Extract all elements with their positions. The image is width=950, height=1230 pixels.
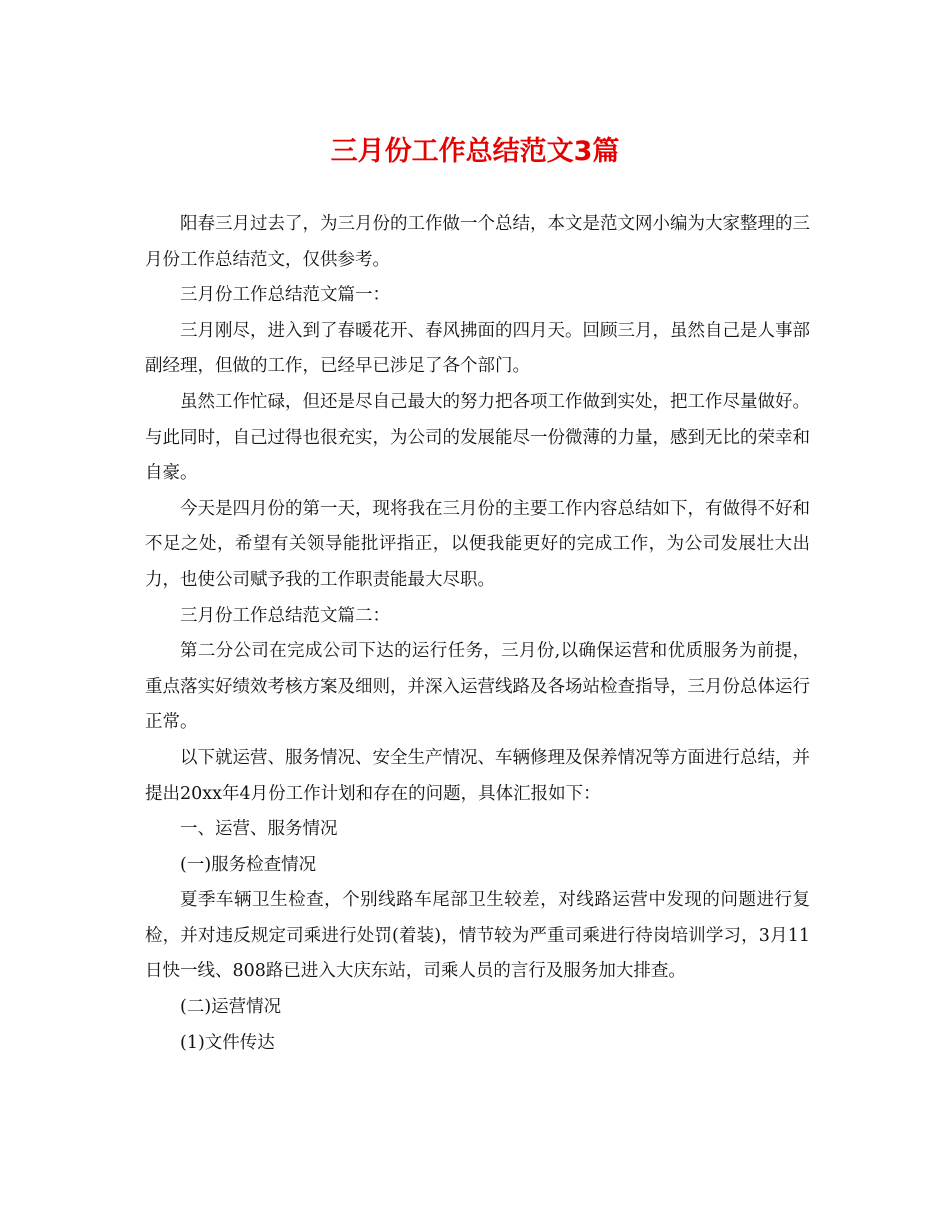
section-heading-part-one: 三月份工作总结范文篇一： (180, 285, 390, 306)
paragraph: 三月刚尽，进入到了春暖花开、春风拂面的四月天。回顾三月，虽然自己是人事部副经理，但做的工作，已经早已涉足了各个部门。 (145, 320, 810, 377)
section-heading-part-two: 三月份工作总结范文篇二： (180, 605, 390, 626)
paragraph: 以下就运营、服务情况、安全生产情况、车辆修理及保养情况等方面进行总结，并提出20xx年4月份工作计划和存在的问题，具体汇报如下： (145, 747, 810, 804)
paragraph: 虽然工作忙碌，但还是尽自己最大的努力把各项工作做到实处，把工作尽量做好。与此同时，自己过得也很充实，为公司的发展能尽一份微薄的力量，感到无比的荣幸和自豪。 (145, 391, 810, 484)
subheading: (一)服务检查情况 (180, 854, 317, 875)
subheading: 一、运营、服务情况 (180, 819, 338, 840)
subheading: (1)文件传达 (180, 1032, 275, 1053)
document-title: 三月份工作总结范文3篇 (330, 136, 620, 167)
subheading: (二)运营情况 (180, 997, 282, 1018)
paragraph: 今天是四月份的第一天，现将我在三月份的主要工作内容总结如下，有做得不好和不足之处，希望有关领导能批评指正，以便我能更好的完成工作，为公司发展壮大出力，也使公司赋予我的工作职责能最大尽职。 (145, 498, 810, 590)
paragraph: 第二分公司在完成公司下达的运行任务，三月份,以确保运营和优质服务为前提，重点落实好绩效考核方案及细则，并深入运营线路及各场站检查指导，三月份总体运行正常。 (145, 641, 810, 733)
paragraph-intro: 阳春三月过去了，为三月份的工作做一个总结，本文是范文网小编为大家整理的三月份工作总结范文，仅供参考。 (145, 214, 810, 270)
document-body (145, 207, 810, 1061)
paragraph: 夏季车辆卫生检查，个别线路车尾部卫生较差，对线路运营中发现的问题进行复检，并对违反规定司乘进行处罚(着装)，情节较为严重司乘进行待岗培训学习，3月11日快一线、808路已进入大庆东站，司乘人员的言行及服务加大排查。 (145, 890, 810, 982)
